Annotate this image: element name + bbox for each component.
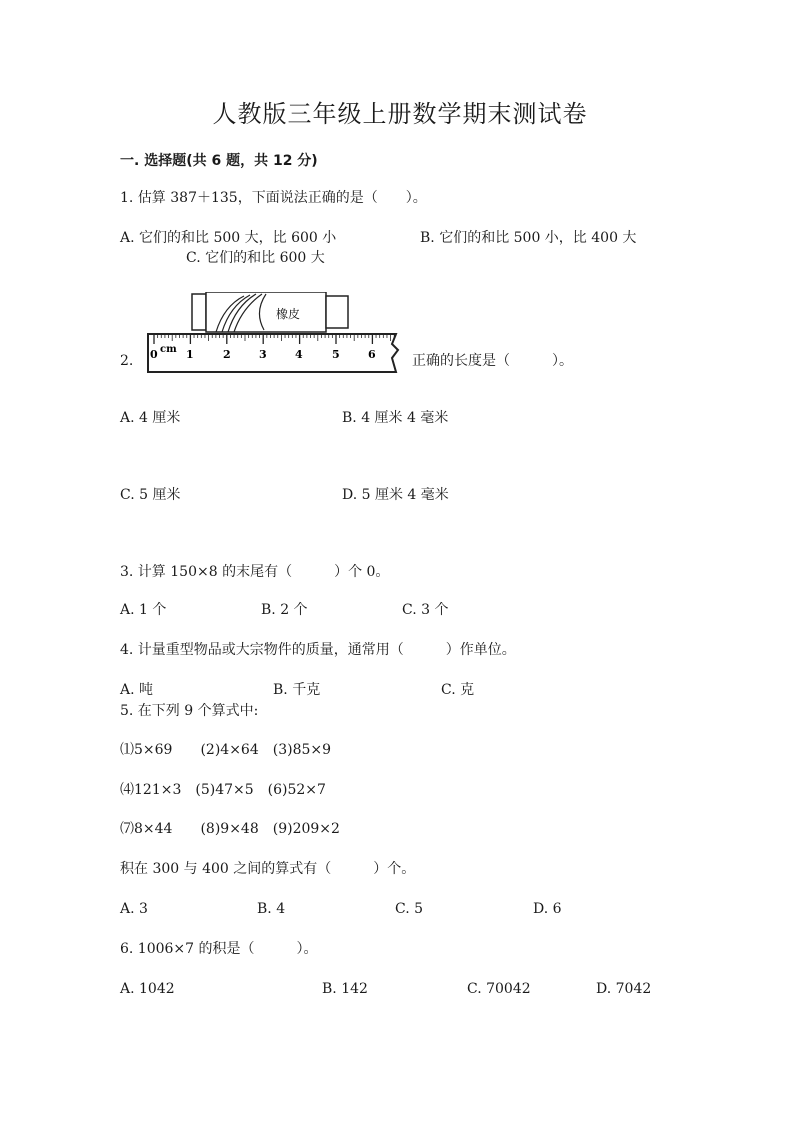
question-5-question: 积在 300 与 400 之间的算式有（ ）个。 xyxy=(120,861,416,877)
question-3-option-a: A. 1 个 xyxy=(120,602,167,618)
ruler-tick-label-3: 3 xyxy=(259,348,267,361)
ruler-tick-label-0: 0 xyxy=(150,348,158,361)
question-2-option-a: A. 4 厘米 xyxy=(120,410,181,426)
eraser-label: 橡皮 xyxy=(276,307,301,321)
question-4-option-b: B. 千克 xyxy=(273,682,321,698)
question-5-option-b: B. 4 xyxy=(257,901,286,917)
page-title: 人教版三年级上册数学期末测试卷 xyxy=(212,100,588,128)
question-5-stem: 5. 在下列 9 个算式中: xyxy=(120,703,259,719)
ruler-unit-label: cm xyxy=(160,344,177,355)
ruler-tick-label-1: 1 xyxy=(186,348,194,361)
ruler-illustration xyxy=(148,334,398,372)
question-3-option-c: C. 3 个 xyxy=(402,602,449,618)
question-6-option-a: A. 1042 xyxy=(120,981,175,997)
question-1-option-a: A. 它们的和比 500 大，比 600 小 xyxy=(120,230,337,246)
question-4-option-c: C. 克 xyxy=(441,682,475,698)
question-5-option-c: C. 5 xyxy=(395,901,424,917)
question-1-option-b: B. 它们的和比 500 小，比 400 大 xyxy=(420,230,637,246)
question-2-stem: 正确的长度是（ ）。 xyxy=(412,353,573,369)
ruler-tick-label-6: 6 xyxy=(368,348,376,361)
question-5-option-d: D. 6 xyxy=(533,901,562,917)
ruler-tick-label-5: 5 xyxy=(332,348,340,361)
question-6-stem: 6. 1006×7 的积是（ ）。 xyxy=(120,941,318,957)
question-5-expressions-row-2: ⑷121×3 (5)47×5 (6)52×7 xyxy=(120,782,326,798)
question-5-option-a: A. 3 xyxy=(120,901,148,917)
question-3-stem: 3. 计算 150×8 的末尾有（ ）个 0。 xyxy=(120,564,390,580)
eraser-illustration xyxy=(192,292,348,332)
question-5-expressions-row-1: ⑴5×69 (2)4×64 (3)85×9 xyxy=(120,742,332,758)
question-2-option-c: C. 5 厘米 xyxy=(120,487,181,503)
question-2-number: 2. xyxy=(120,353,134,369)
question-4-stem: 4. 计量重型物品或大宗物件的质量，通常用（ ）作单位。 xyxy=(120,642,516,658)
ruler-tick-label-4: 4 xyxy=(295,348,303,361)
ruler-tick-label-2: 2 xyxy=(223,348,231,361)
question-5-expressions-row-3: ⑺8×44 (8)9×48 (9)209×2 xyxy=(120,821,340,837)
question-6-option-d: D. 7042 xyxy=(596,981,652,997)
question-1-option-c: C. 它们的和比 600 大 xyxy=(186,250,325,266)
question-4-option-a: A. 吨 xyxy=(120,682,154,698)
question-1-stem: 1. 估算 387＋135，下面说法正确的是（ ）。 xyxy=(120,190,427,206)
ruler-figure xyxy=(146,292,406,374)
section-heading: 一. 选择题(共 6 题，共 12 分) xyxy=(120,153,318,169)
question-3-option-b: B. 2 个 xyxy=(261,602,308,618)
question-6-option-b: B. 142 xyxy=(322,981,368,997)
question-2-option-d: D. 5 厘米 4 毫米 xyxy=(342,487,449,503)
question-6-option-c: C. 70042 xyxy=(467,981,531,997)
question-2-option-b: B. 4 厘米 4 毫米 xyxy=(342,410,449,426)
